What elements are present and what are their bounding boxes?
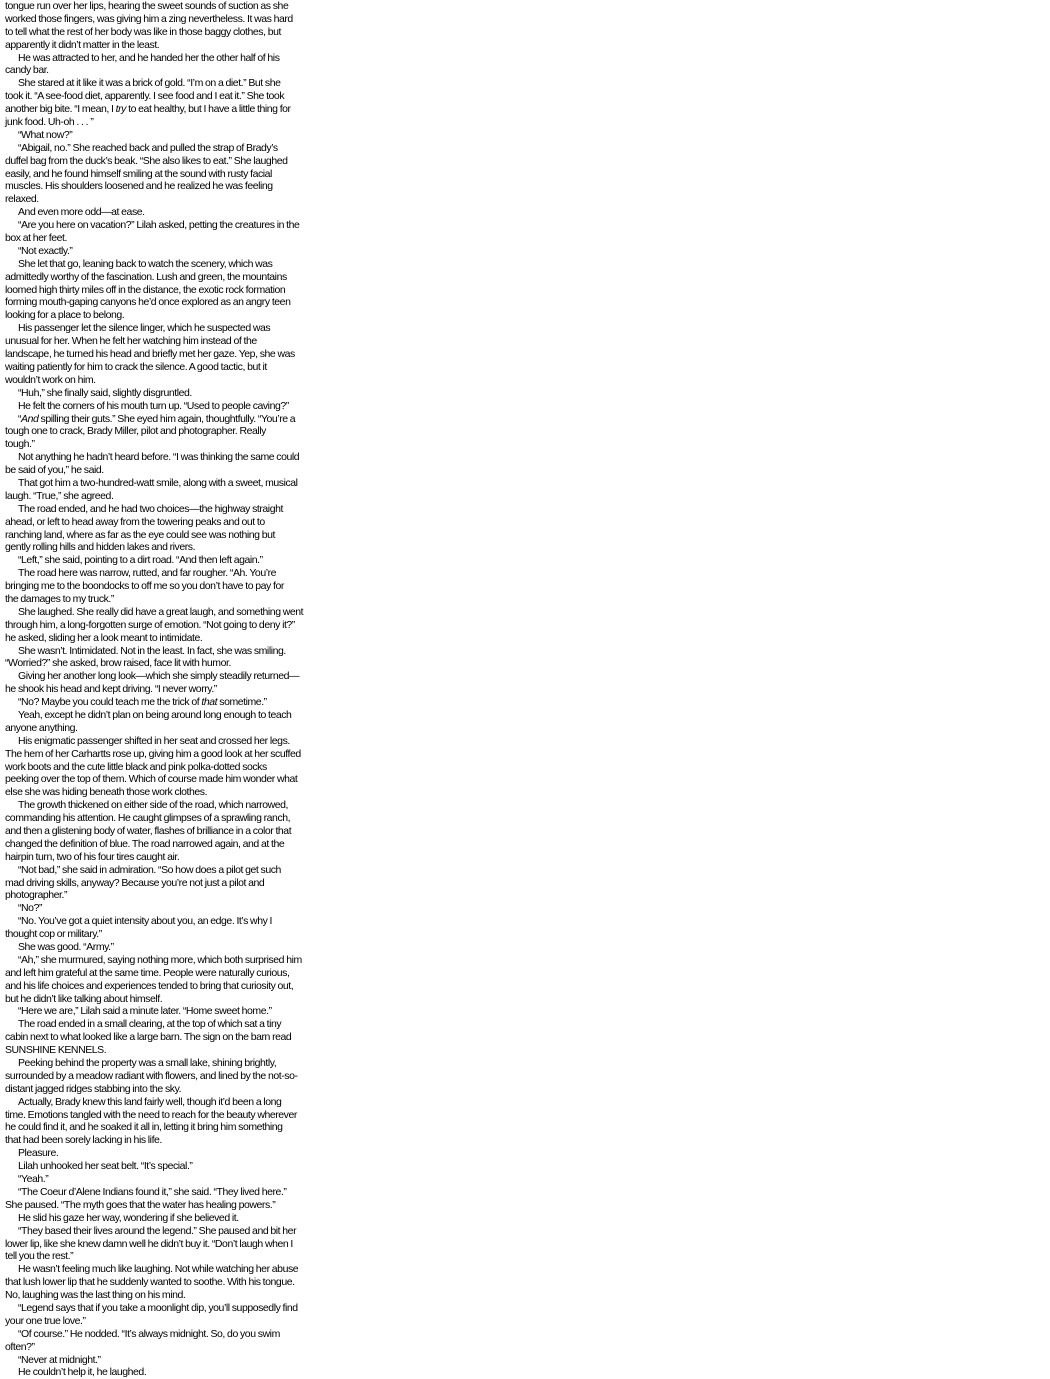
- text-line: else she was hiding beneath those work clothes.: [5, 786, 208, 799]
- text-line: but he didn’t like talking about himself.: [5, 992, 163, 1005]
- text-line: That got him a two-hundred-watt smile, along with a sweet, musical: [18, 476, 298, 489]
- text-line: “Of course.” He nodded. “It’s always midnight. So, do you swim: [18, 1327, 280, 1340]
- text-line: that lush lower lip that he suddenly wanted to soothe. With his tongue.: [5, 1276, 295, 1289]
- text-line: often?”: [5, 1340, 35, 1353]
- text-line: Not anything he hadn’t heard before. “I was thinking the same could: [18, 451, 300, 464]
- text-line: “Ah,” she murmured, saying nothing more, which both surprised him: [18, 953, 302, 966]
- text-line: He couldn’t help it, he laughed.: [18, 1366, 147, 1379]
- text-line: “The Coeur d’Alene Indians found it,” she said. “They lived here.”: [18, 1185, 287, 1198]
- text-line: She let that go, leaning back to watch the scenery, which was: [18, 257, 273, 270]
- text-line: She was good. “Army.”: [18, 941, 114, 954]
- text-line: lower lip, like she knew damn well he didn’t buy it. “Don’t laugh when I: [5, 1237, 293, 1250]
- text-line: SUNSHINE KENNELS.: [5, 1044, 107, 1057]
- text-line: tough.”: [5, 438, 35, 451]
- text-line: landscape, he turned his head and briefly met her gaze. Yep, she was: [5, 348, 295, 361]
- text-line: The road ended in a small clearing, at the top of which sat a tiny: [18, 1018, 282, 1031]
- text-line: photographer.”: [5, 889, 68, 902]
- text-line: He wasn’t feeling much like laughing. Not while watching her abuse: [18, 1263, 299, 1276]
- text-line: loomed high thirty miles off in the distance, the exotic rock formation: [5, 283, 286, 296]
- text-line: took it. “A see-food diet, apparently. I see food and I eat it.” She took: [5, 90, 285, 103]
- text-line: another big bite. “I mean, I try to eat healthy, but I have a little thing for: [5, 103, 291, 116]
- text-line: “Abigail, no.” She reached back and pulled the strap of Brady’s: [18, 141, 278, 154]
- text-line: The road ended, and he had two choices—the highway straight: [18, 502, 283, 515]
- text-line: unusual for her. When he felt her watching him instead of the: [5, 335, 257, 348]
- text-line: “They based their lives around the legend.” She paused and bit her: [18, 1224, 297, 1237]
- text-line: work boots and the cute little black and pink polka-dotted socks: [5, 760, 267, 773]
- text-line: “Left,” she said, pointing to a dirt road. “And then left again.”: [18, 554, 263, 567]
- text-line: The growth thickened on either side of the road, which narrowed,: [18, 799, 288, 812]
- text-line: through him, a long-forgotten surge of emotion. “Not going to deny it?”: [5, 618, 295, 631]
- text-line: box at her feet.: [5, 232, 67, 245]
- text-line: candy bar.: [5, 64, 49, 77]
- text-line: be said of you,” he said.: [5, 464, 104, 477]
- text-line: ahead, or left to head away from the towering peaks and out to: [5, 515, 265, 528]
- text-line: “And spilling their guts.” She eyed him again, thoughtfully. “You’re a: [18, 412, 296, 425]
- text-line: bringing me to the boondocks to off me so you don’t have to pay for: [5, 580, 284, 593]
- text-line: She laughed. She really did have a great laugh, and something went: [18, 605, 304, 618]
- text-line: “No. You’ve got a quiet intensity about you, an edge. It’s why I: [18, 915, 273, 928]
- text-line: he shook his head and kept driving. “I never worry.”: [5, 683, 217, 696]
- text-line: the damages to my truck.”: [5, 592, 114, 605]
- text-line: muscles. His shoulders loosened and he realized he was feeling: [5, 180, 273, 193]
- text-line: Pleasure.: [18, 1147, 59, 1160]
- text-line: “Huh,” she finally said, slightly disgruntled.: [18, 386, 192, 399]
- text-line: Actually, Brady knew this land fairly well, though it’d been a long: [18, 1095, 282, 1108]
- text-line: The road here was narrow, rutted, and far rougher. “Ah. You’re: [18, 567, 277, 580]
- text-line: that had been sorely lacking in his life.: [5, 1134, 162, 1147]
- text-line: “No? Maybe you could teach me the trick of that sometime.”: [18, 696, 267, 709]
- text-line: he could find it, and he soaked it all in, letting it bring him something: [5, 1121, 283, 1134]
- text-line: “Yeah.”: [18, 1173, 49, 1186]
- text-line: No, laughing was the last thing on his mind.: [5, 1289, 186, 1302]
- text-line: “Legend says that if you take a moonlight dip, you’ll supposedly find: [18, 1301, 298, 1314]
- text-line: admittedly worthy of the fascination. Lush and green, the mountains: [5, 270, 287, 283]
- text-line: She stared at it like it was a brick of gold. “I’m on a diet.” But she: [18, 77, 281, 90]
- text-line: He slid his gaze her way, wondering if she believed it.: [18, 1211, 239, 1224]
- text-line: to tell what the rest of her body was like in those baggy clothes, but: [5, 25, 281, 38]
- text-line: He felt the corners of his mouth turn up. “Used to people caving?”: [18, 399, 289, 412]
- text-line: gently rolling hills and hidden lakes and rivers.: [5, 541, 196, 554]
- text-line: worked those fingers, was giving him a zing nevertheless. It was hard: [5, 12, 293, 25]
- text-line: “Not bad,” she said in admiration. “So how does a pilot get such: [18, 863, 281, 876]
- text-line: waiting patiently for him to crack the silence. A good tactic, but it: [5, 360, 267, 373]
- text-line: thought cop or military.”: [5, 928, 102, 941]
- text-line: apparently it didn’t matter in the least.: [5, 38, 160, 51]
- text-line: time. Emotions tangled with the need to reach for the beauty wherever: [5, 1108, 297, 1121]
- text-line: Lilah unhooked her seat belt. “It’s special.”: [18, 1160, 193, 1173]
- text-line: ranching land, where as far as the eye could see was nothing but: [5, 528, 275, 541]
- text-line: tell you the rest.”: [5, 1250, 74, 1263]
- emphasis: that: [201, 696, 218, 709]
- text-line: your one true love.”: [5, 1314, 86, 1327]
- text-line: looking for a place to belong.: [5, 309, 125, 322]
- text-line: commanding his attention. He caught glimpses of a sprawling ranch,: [5, 812, 291, 825]
- text-line: The hem of her Carhartts rose up, giving him a good look at her scuffed: [5, 747, 301, 760]
- text-line: Giving her another long look—which she simply steadily returned—: [18, 670, 300, 683]
- text-line: “Are you here on vacation?” Lilah asked, petting the creatures in the: [18, 219, 300, 232]
- text-line: hairpin turn, two of his four tires caught air.: [5, 850, 180, 863]
- text-line: tough one to crack, Brady Miller, pilot and photographer. Really: [5, 425, 266, 438]
- text-line: “Here we are,” Lilah said a minute later. “Home sweet home.”: [18, 1005, 272, 1018]
- text-line: peeking over the top of them. Which of course made him wonder what: [5, 773, 298, 786]
- text-line: changed the definition of blue. The road narrowed again, and at the: [5, 837, 285, 850]
- text-line: easily, and he found himself smiling at the sound with rusty facial: [5, 167, 272, 180]
- text-line: “Never at midnight.”: [18, 1353, 101, 1366]
- text-line: relaxed.: [5, 193, 39, 206]
- text-line: and his life choices and experiences tended to bring that curiosity out,: [5, 979, 294, 992]
- text-line: His passenger let the silence linger, which he suspected was: [18, 322, 271, 335]
- text-line: She wasn’t. Intimidated. Not in the least. In fact, she was smiling.: [18, 644, 286, 657]
- text-line: wouldn’t work on him.: [5, 373, 96, 386]
- text-line: “No?”: [18, 902, 43, 915]
- emphasis: And: [21, 412, 39, 425]
- text-line: He was attracted to her, and he handed her the other half of his: [18, 51, 280, 64]
- text-line: anyone anything.: [5, 721, 78, 734]
- text-line: “Worried?” she asked, brow raised, face lit with humor.: [5, 657, 231, 670]
- text-line: distant jagged ridges stabbing into the sky.: [5, 1082, 182, 1095]
- text-line: junk food. Uh-oh . . . ”: [5, 116, 94, 129]
- text-line: She paused. “The myth goes that the water has healing powers.”: [5, 1198, 276, 1211]
- text-line: His enigmatic passenger shifted in her seat and crossed her legs.: [18, 734, 290, 747]
- text-line: surrounded by a meadow radiant with flowers, and lined by the not-so-: [5, 1069, 298, 1082]
- text-line: laugh. “True,” she agreed.: [5, 489, 114, 502]
- document-page: [5, 0, 335, 1379]
- text-line: he asked, sliding her a look meant to intimidate.: [5, 631, 203, 644]
- text-line: “Not exactly.”: [18, 244, 73, 257]
- text-line: forming mouth-gaping canyons he’d once explored as an angry teen: [5, 296, 291, 309]
- text-line: tongue run over her lips, hearing the sweet sounds of suction as she: [5, 0, 289, 12]
- emphasis: try: [115, 103, 126, 116]
- text-line: Peeking behind the property was a small lake, shining brightly,: [18, 1057, 277, 1070]
- text-line: “What now?”: [18, 128, 73, 141]
- text-line: and left him grateful at the same time. People were naturally curious,: [5, 966, 290, 979]
- text-line: Yeah, except he didn’t plan on being around long enough to teach: [18, 708, 292, 721]
- text-line: mad driving skills, anyway? Because you’re not just a pilot and: [5, 876, 265, 889]
- text-line: duffel bag from the duck’s beak. “She also likes to eat.” She laughed: [5, 154, 288, 167]
- text-line: And even more odd—at ease.: [18, 206, 145, 219]
- text-line: cabin next to what looked like a large barn. The sign on the barn read: [5, 1031, 292, 1044]
- text-line: and then a glistening body of water, flashes of brilliance in a color that: [5, 825, 292, 837]
